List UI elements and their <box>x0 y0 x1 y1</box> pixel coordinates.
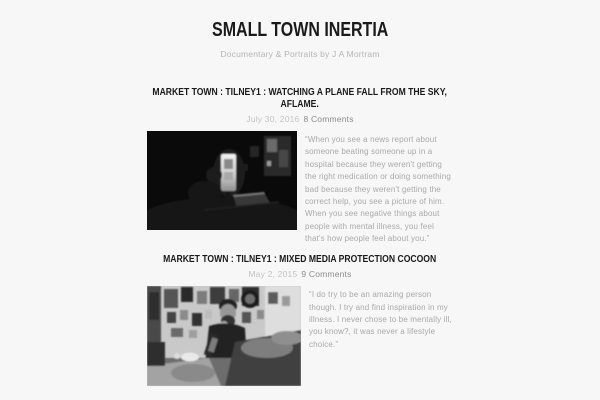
post-2-photo-link[interactable] <box>147 286 301 386</box>
post-2-date: May 2, 2015 <box>248 269 298 280</box>
post-1-meta <box>147 114 453 124</box>
site-title-text: SMALL TOWN INERTIA <box>211 19 389 41</box>
post-2-quote: “I do try to be an amazing person though. I try and find inspiration in my illness. I never chose to be mentally ill, you know?, it was never a lifestyle choice.” <box>309 290 452 349</box>
post-1-title-text: MARKET TOWN : TILNEY1 : WATCHING A PLANE FALL FROM THE SKY, AFLAME. <box>152 86 448 110</box>
site-tagline: Documentary & Portraits by J A Mortram <box>220 49 380 59</box>
post-2-title-link[interactable] <box>147 254 453 266</box>
post-1-body <box>147 131 453 246</box>
post-2-comments-link[interactable]: 9 Comments <box>301 269 352 280</box>
site-title[interactable] <box>147 20 453 40</box>
post-1-photo <box>147 131 297 230</box>
page <box>147 0 453 386</box>
post-2-meta <box>147 269 453 279</box>
post-1-comments-link[interactable]: 8 Comments <box>303 114 354 124</box>
post-1 <box>147 87 453 246</box>
post-2-body <box>147 286 453 386</box>
post-2 <box>147 254 453 387</box>
post-2-title-text: MARKET TOWN : TILNEY1 : MIXED MEDIA PROTECTION COCOON <box>163 252 437 265</box>
post-1-photo-link[interactable] <box>147 131 297 230</box>
site-header <box>147 20 453 59</box>
post-2-photo <box>147 286 301 386</box>
post-1-date: July 30, 2016 <box>246 114 300 124</box>
post-1-quote: “When you see a news report about someone beating someone up in a hospital because they weren't getting the right medication or doing something bad because they weren't getting the correct help, you see a picture of him. When you see negative things about people with mental illness, you feel that's how people feel about you.” <box>305 135 451 244</box>
post-1-title-link[interactable] <box>147 87 453 110</box>
